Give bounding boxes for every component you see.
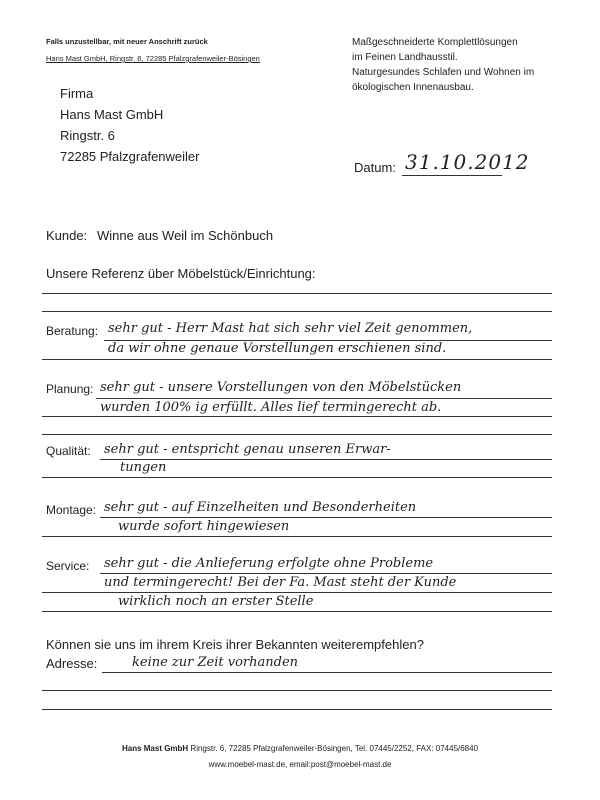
footer-address [0, 744, 600, 753]
date-label: Datum: [354, 160, 396, 175]
answer-line [42, 477, 552, 478]
planung-label: Planung: [46, 382, 94, 396]
address-line: Firma [60, 86, 94, 101]
answer-line [100, 517, 552, 518]
service-text-3: wirklich noch an erster Stelle [118, 594, 314, 609]
tagline-line: Maßgeschneiderte Komplettlösungen [352, 37, 518, 48]
beratung-text-1: sehr gut - Herr Mast hat sich sehr viel Zeit genommen, [108, 321, 473, 336]
tagline-line: Naturgesundes Schlafen und Wohnen im [352, 67, 535, 78]
answer-line [100, 459, 552, 460]
adresse-value: keine zur Zeit vorhanden [132, 655, 299, 670]
answer-line [42, 709, 552, 710]
adresse-label: Adresse: [46, 656, 98, 671]
service-text-1: sehr gut - die Anlieferung erfolgte ohne Probleme [104, 556, 434, 571]
service-text-2: und termingerecht! Bei der Fa. Mast steht der Kunde [104, 575, 457, 590]
qualitaet-text-1: sehr gut - entspricht genau unseren Erwar- [104, 442, 391, 457]
date-value: 31.10.2012 [405, 150, 530, 174]
beratung-label: Beratung: [46, 324, 99, 338]
montage-text-2: wurde sofort hingewiesen [118, 519, 290, 534]
footer-web: www.moebel-mast.de, email:post@moebel-mast.de [208, 760, 392, 769]
montage-label: Montage: [46, 503, 97, 517]
customer-value: Winne aus Weil im Schönbuch [97, 228, 274, 243]
service-label: Service: [46, 559, 90, 573]
qualitaet-label: Qualität: [46, 444, 91, 458]
reference-label: Unsere Referenz über Möbelstück/Einrichtung: [46, 266, 316, 281]
footer-company: Hans Mast GmbH [121, 744, 189, 753]
tagline-line: im Feinen Landhausstil. [352, 52, 458, 63]
date-underline [402, 175, 502, 176]
blank-line [42, 293, 552, 294]
answer-line [42, 611, 552, 612]
recommend-question: Können sie uns im ihrem Kreis ihrer Bekannten weiterempfehlen? [46, 637, 424, 652]
answer-line [102, 672, 552, 673]
answer-line [42, 359, 552, 360]
answer-line [42, 536, 552, 537]
address-line: Hans Mast GmbH [60, 107, 164, 122]
tagline-line: ökologischen Innenausbau. [352, 82, 474, 93]
answer-line [42, 690, 552, 691]
sender-line: Hans Mast GmbH, Ringstr. 6, 72285 Pfalzgrafenweiler-Bösingen [46, 54, 260, 63]
answer-line [96, 398, 552, 399]
answer-line [100, 573, 552, 574]
planung-text-1: sehr gut - unsere Vorstellungen von den Möbelstücken [100, 380, 462, 395]
planung-text-2: wurden 100% ig erfüllt. Alles lief termingerecht ab. [100, 400, 442, 415]
answer-line [42, 416, 552, 417]
address-line: 72285 Pfalzgrafenweiler [60, 149, 200, 164]
montage-text-1: sehr gut - auf Einzelheiten und Besonderheiten [104, 500, 417, 515]
qualitaet-text-2: tungen [120, 460, 167, 475]
customer-label: Kunde: [46, 228, 88, 243]
beratung-text-2: da wir ohne genaue Vorstellungen erschienen sind. [108, 341, 447, 356]
answer-line [42, 592, 552, 593]
return-notice: Falls unzustellbar, mit neuer Anschrift zurück [46, 37, 208, 46]
tagline [352, 35, 534, 95]
blank-line [42, 311, 552, 312]
recipient-address [60, 83, 199, 167]
address-line: Ringstr. 6 [60, 128, 115, 143]
answer-line [42, 434, 552, 435]
footer-contact: Ringstr. 6, 72285 Pfalzgrafenweiler-Bösingen, Tel. 07445/2252, FAX: 07445/6840 [188, 744, 479, 753]
